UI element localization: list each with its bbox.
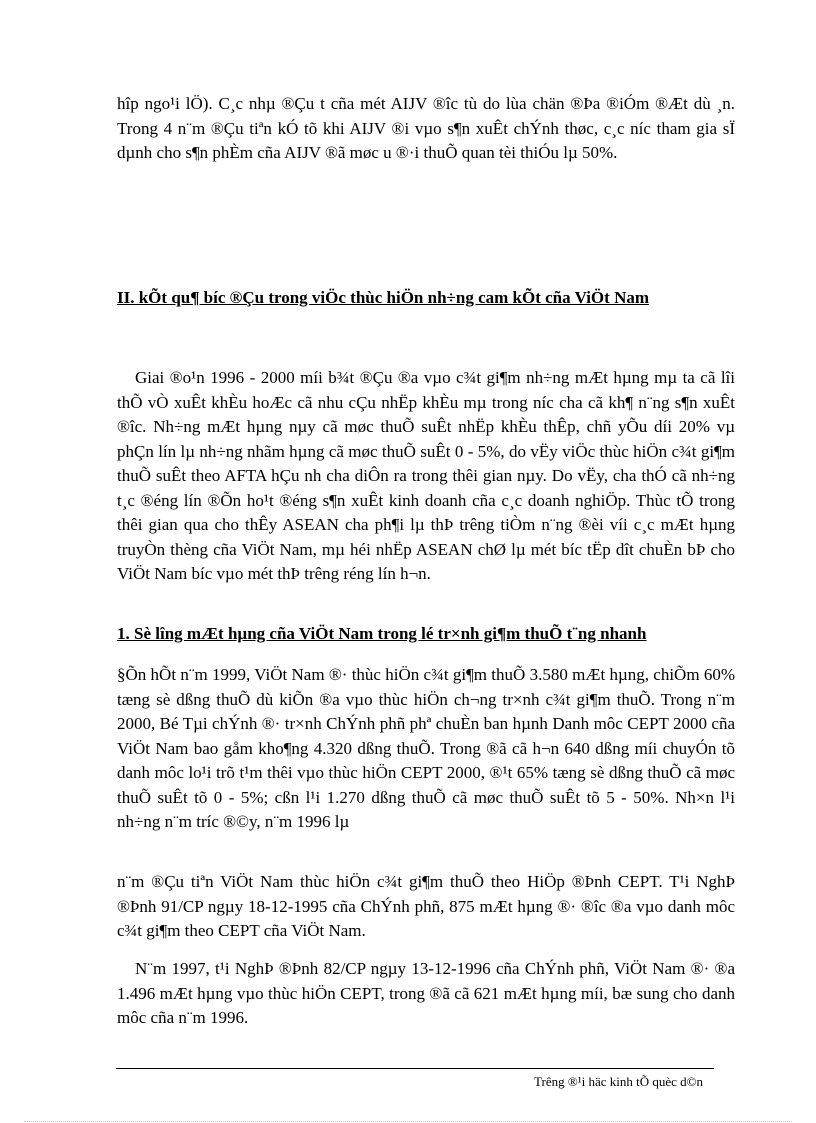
paragraph-1999: §Õn hÕt n¨m 1999, ViÖt Nam ®· thùc hiÖn c¾t gi¶m thuÕ 3.580 mÆt hµng, chiÕm 60% tæng sè dßng thuÕ dù kiÕn ®a vµo thùc hiÖn ch¬ng tr×nh c¾t gi¶m thuÕ. Trong n¨m 2000, Bé Tµi chÝnh ®· tr×nh ChÝnh phñ phª chuÈn ban hµnh Danh môc CEPT 2000 cña ViÖt Nam bao gåm kho¶ng 4.320 dßng thuÕ. Trong ®ã cã h¬n 640 dßng míi chuyÓn tõ danh môc lo¹i trõ t¹m thêi vµo thùc hiÖn CEPT 2000, ®¹t 65% tæng sè dßng thuÕ cã møc thuÕ suÊt tõ 0 - 5%; cßn l¹i 1.270 dßng thuÕ cã møc thuÕ suÊt tõ 5 - 50%. Nh×n l¹i nh÷ng n¨m tríc ®©y, n¨m 1996 lµ [117, 665, 735, 831]
paragraph-1996: n¨m ®Çu tiªn ViÖt Nam thùc hiÖn c¾t gi¶m thuÕ theo HiÖp ®Þnh CEPT. T¹i NghÞ ®Þnh 91/CP ngµy 18-12-1995 cña ChÝnh phñ, 875 mÆt hµng ®· ®îc ®a vµo danh môc c¾t gi¶m theo CEPT cña ViÖt Nam. [117, 872, 735, 940]
paragraph-continuation: hîp ngo¹i lÖ). C¸c nhµ ®Çu t cña mét AIJV ®îc tù do lùa chän ®Þa ®iÓm ®Æt dù ¸n. Trong 4 n¨m ®Çu tiªn kÓ tõ khi AIJV ®i vµo s¶n xuÊt chÝnh thøc, c¸c níc tham gia sÏ dµnh cho s¶n phÈm cña AIJV ®ã møc u ®·i thuÕ quan tèi thiÓu lµ 50%. [117, 94, 735, 162]
footer-divider [116, 1068, 714, 1069]
page-bottom-edge [24, 1121, 792, 1122]
subsection-heading: 1. Sè lîng mÆt hµng cña ViÖt Nam trong lé tr×nh gi¶m thuÕ t¨ng nhanh [117, 624, 647, 643]
paragraph-1997: N¨m 1997, t¹i NghÞ ®Þnh 82/CP ngµy 13-12-1996 cña ChÝnh phñ, ViÖt Nam ®· ®a 1.496 mÆt hµng vµo thùc hiÖn CEPT, trong ®ã cã 621 mÆt hµng míi, bæ sung cho danh môc cña n¨m 1996. [117, 959, 735, 1027]
section-heading: II. kÕt qu¶ bíc ®Çu trong viÖc thùc hiÖn nh÷ng cam kÕt cña ViÖt Nam [117, 288, 650, 307]
footer-university: Trêng ®¹i häc kinh tÕ quèc d©n [534, 1074, 704, 1089]
paragraph-intro: Giai ®o¹n 1996 - 2000 míi b¾t ®Çu ®a vµo c¾t gi¶m nh÷ng mÆt hµng mµ ta cã lîi thÕ vÒ xuÊt khÈu hoÆc cã nhu cÇu nhËp khÈu mµ trong níc cha cã kh¶ n¨ng s¶n xuÊt ®îc. Nh÷ng mÆt hµng nµy cã møc thuÕ suÊt nhËp khÈu thÊp, chñ yÕu díi 20% vµ phÇn lín lµ nh÷ng nhãm hµng cã møc thuÕ suÊt 0 - 5%, do vËy viÖc thùc hiÖn c¾t gi¶m thuÕ suÊt theo AFTA hÇu nh cha diÔn ra trong thêi gian nµy. Do vËy, cha thÓ cã nh÷ng t¸c ®éng lín ®Õn ho¹t ®éng s¶n xuÊt kinh doanh cña c¸c doanh nghiÖp. Thùc tÕ trong thêi gian qua cho thÊy ASEAN cha ph¶i lµ thÞ trêng tiÒm n¨ng ®èi víi c¸c mÆt hµng truyÒn thèng cña ViÖt Nam, mµ héi nhËp ASEAN chØ lµ mét bíc tËp dît chuÈn bÞ cho ViÖt Nam bíc vµo mét thÞ trêng réng lín h¬n. [117, 368, 735, 583]
